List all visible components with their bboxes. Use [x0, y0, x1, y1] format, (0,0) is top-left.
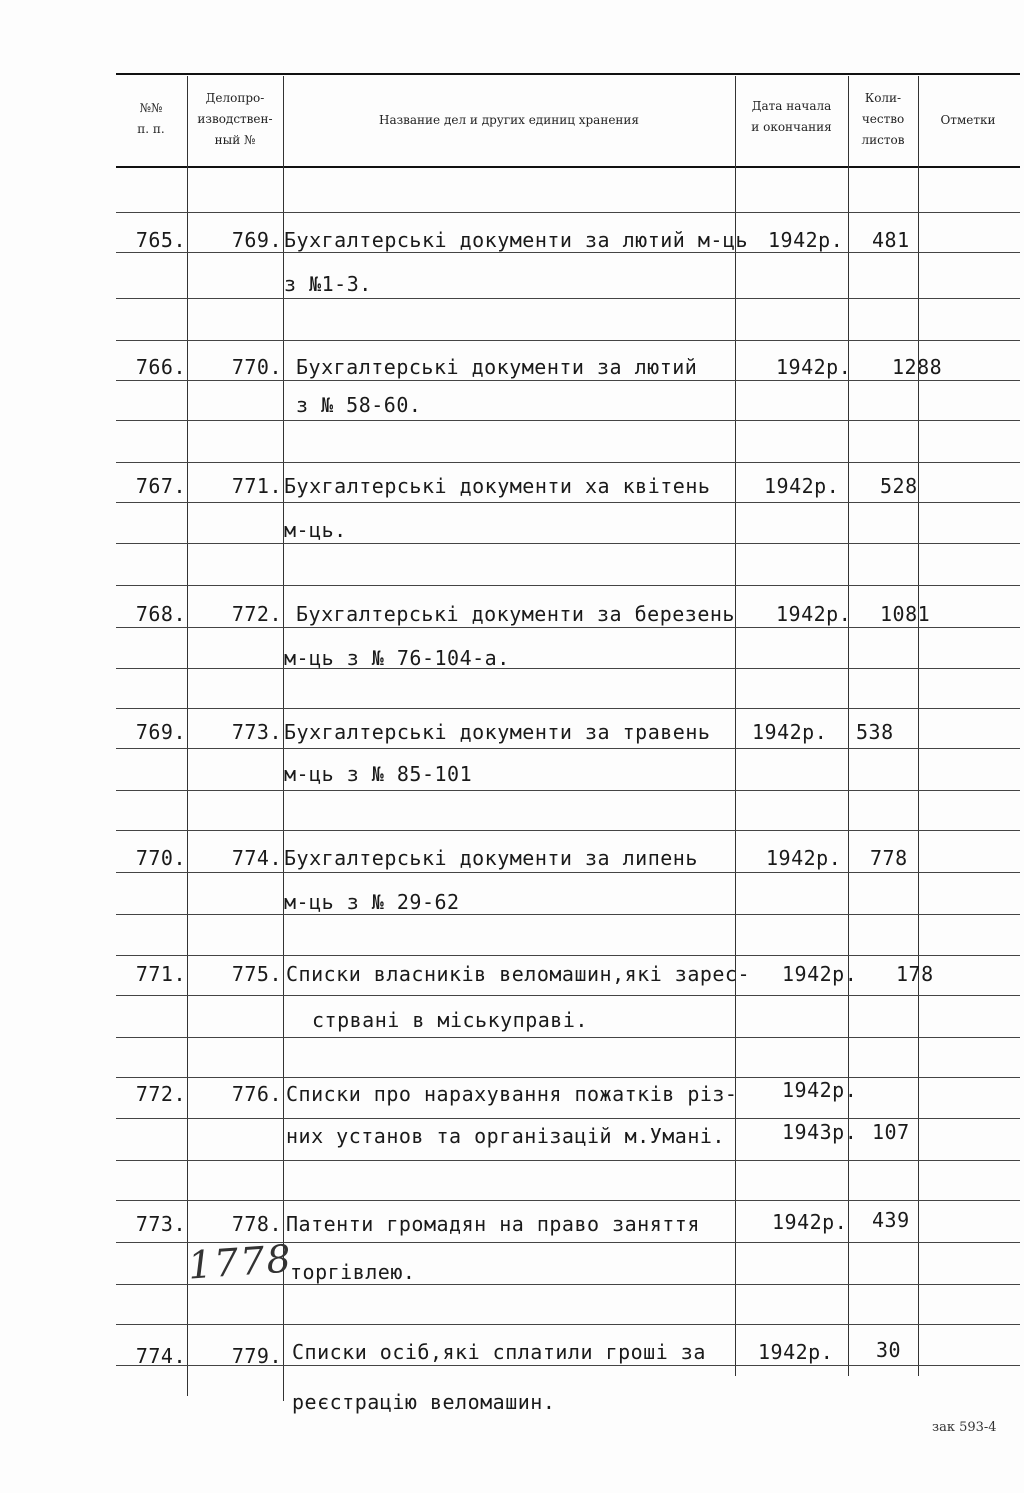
row-title-line2: них установ та організацій м.Умані. — [286, 1124, 725, 1148]
col-rule-1 — [187, 76, 188, 1396]
row-title-line1: Бухгалтерські документи за травень — [284, 720, 711, 744]
row-date: 1942р. — [764, 474, 840, 498]
row-sheets: 1288 — [892, 355, 943, 379]
row-rule — [116, 914, 1020, 915]
header-num: №№ п. п. — [137, 101, 165, 136]
row-sheets: 30 — [876, 1338, 902, 1362]
row-rule — [116, 748, 1020, 749]
row-case-number: 771. — [231, 474, 282, 498]
row-case-number: 776. — [231, 1082, 282, 1106]
row-case-number: 779. — [231, 1344, 282, 1368]
header-sheets: Коли- чество листов — [861, 91, 905, 147]
row-rule — [116, 502, 1020, 503]
row-title-line1: Списки власників веломашин,які зарес- — [286, 962, 751, 986]
row-rule — [116, 830, 1020, 831]
row-sheets: 439 — [872, 1208, 910, 1232]
row-rule — [116, 420, 1020, 421]
row-title-line1: Списки про нарахування пожатків різ- — [286, 1082, 738, 1106]
row-date: 1942р. — [768, 228, 844, 252]
row-number: 774. — [135, 1344, 186, 1368]
row-rule — [116, 790, 1020, 791]
row-title-line1: Списки осіб,які сплатили гроші за — [292, 1340, 706, 1364]
row-case-number: 774. — [231, 846, 282, 870]
row-date: 1942р. — [772, 1210, 848, 1234]
row-title-line1: Бухгалтерські документи за липень — [284, 846, 698, 870]
row-rule — [116, 1037, 1020, 1038]
print-order-footer: зак 593-4 — [932, 1420, 997, 1435]
row-number: 768. — [135, 602, 186, 626]
row-date: 1942р. — [752, 720, 828, 744]
row-title-line2: з №1-3. — [284, 272, 372, 296]
row-title-line2: з № 58-60. — [296, 393, 422, 417]
row-case-number: 773. — [231, 720, 282, 744]
row-date: 1942р. — [782, 962, 858, 986]
row-title-line2: торгівлею. — [290, 1260, 416, 1284]
row-rule — [116, 1160, 1020, 1161]
row-number: 766. — [135, 355, 186, 379]
row-title-line2: м-ць з № 85-101 — [284, 762, 473, 786]
row-title-line1: Бухгалтерські документи за лютий м-ць — [284, 228, 749, 252]
row-title-line1: Бухгалтерські документи за березень — [296, 602, 735, 626]
row-rule — [116, 462, 1020, 463]
row-date-start: 1942р. — [782, 1078, 858, 1102]
row-number: 765. — [135, 228, 186, 252]
row-rule — [116, 955, 1020, 956]
row-date: 1942р. — [776, 602, 852, 626]
row-rule — [116, 212, 1020, 213]
row-rule — [116, 1077, 1020, 1078]
row-number: 772. — [135, 1082, 186, 1106]
row-title-line1: Бухгалтерські документи ха квітень — [284, 474, 711, 498]
row-rule — [116, 298, 1020, 299]
row-rule — [116, 1118, 1020, 1119]
row-case-number: 775. — [231, 962, 282, 986]
row-case-number: 770. — [231, 355, 282, 379]
row-title-line1: Бухгалтерські документи за лютий — [296, 355, 698, 379]
row-case-number: 778. — [231, 1212, 282, 1236]
row-rule — [116, 708, 1020, 709]
header-title: Название дел и других единиц хранения — [378, 113, 639, 127]
row-date: 1942р. — [776, 355, 852, 379]
row-sheets: 107 — [872, 1120, 910, 1144]
handwritten-case-number: 1778 — [186, 1236, 295, 1288]
row-rule — [116, 995, 1020, 996]
row-title-line1: Патенти громадян на право заняття — [286, 1212, 700, 1236]
row-sheets: 481 — [872, 228, 910, 252]
row-title-line2: м-ць з № 76-104-а. — [284, 646, 510, 670]
row-rule — [116, 543, 1020, 544]
row-date: 1942р. — [758, 1340, 834, 1364]
row-title-line2: м-ць. — [284, 518, 347, 542]
row-sheets: 538 — [856, 720, 894, 744]
row-sheets: 528 — [880, 474, 918, 498]
row-number: 771. — [135, 962, 186, 986]
row-title-line2: м-ць з № 29-62 — [284, 890, 460, 914]
row-rule — [116, 1200, 1020, 1201]
row-rule — [116, 668, 1020, 669]
header-dates: Дата начала и окончания — [751, 99, 832, 134]
row-rule — [116, 340, 1020, 341]
col-rule-4 — [848, 76, 849, 1376]
row-date-end: 1943р. — [782, 1120, 858, 1144]
row-title-line2: реєстрацію веломашин. — [292, 1390, 556, 1414]
row-rule — [116, 585, 1020, 586]
row-rule — [116, 872, 1020, 873]
row-case-number: 772. — [231, 602, 282, 626]
row-case-number: 769. — [231, 228, 282, 252]
col-rule-3 — [735, 76, 736, 1376]
header-notes: Отметки — [940, 113, 996, 127]
row-title-line2: стрвані в міськуправі. — [312, 1008, 588, 1032]
row-rule — [116, 252, 1020, 253]
row-rule — [116, 1284, 1020, 1285]
row-rule — [116, 1324, 1020, 1325]
col-rule-5 — [918, 76, 919, 1376]
row-sheets: 1081 — [880, 602, 931, 626]
row-number: 769. — [135, 720, 186, 744]
row-number: 770. — [135, 846, 186, 870]
row-number: 773. — [135, 1212, 186, 1236]
row-sheets: 778 — [870, 846, 908, 870]
row-rule — [116, 380, 1020, 381]
header-case-num: Делопро- изводствен- ный № — [197, 91, 273, 147]
row-date: 1942р. — [766, 846, 842, 870]
row-sheets: 178 — [896, 962, 934, 986]
row-rule — [116, 627, 1020, 628]
header-top-rule — [116, 73, 1020, 75]
header-bottom-rule — [116, 166, 1020, 168]
row-number: 767. — [135, 474, 186, 498]
